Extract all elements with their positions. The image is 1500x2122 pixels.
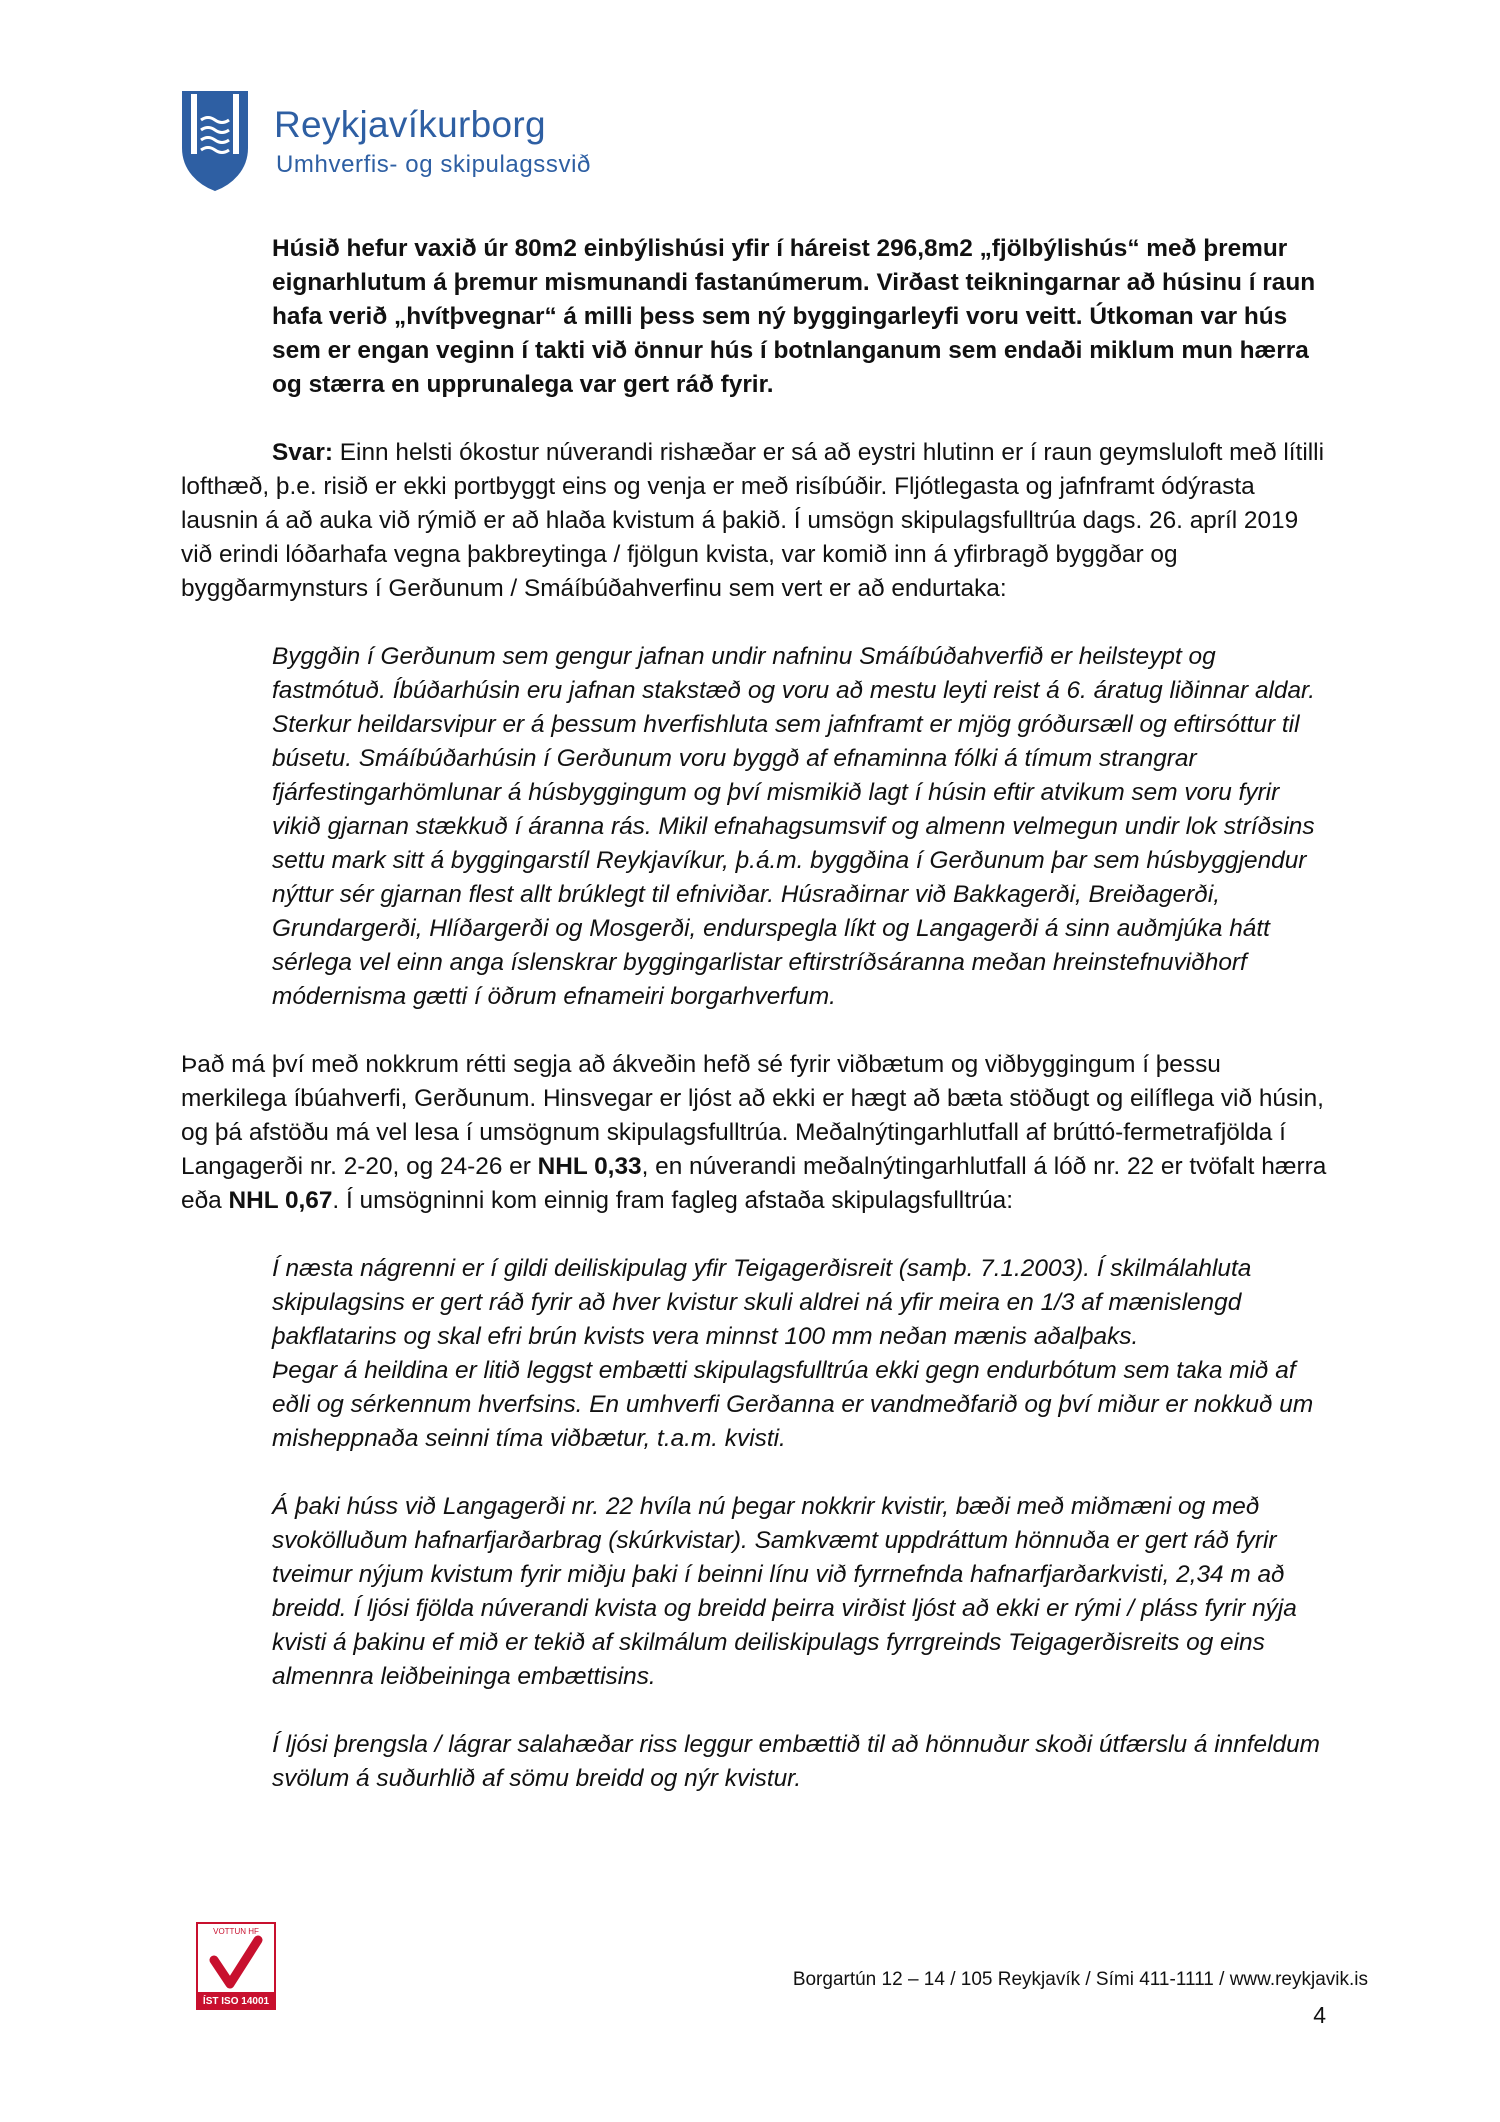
document-body bbox=[181, 232, 1331, 1796]
quote-paragraph-3: Á þaki húss við Langagerði nr. 22 hvíla nú þegar nokkrir kvistir, bæði með miðmæni og með svokölluðum hafnarfjarðarbrag (skúrkvistar). Samkvæmt uppdráttum hönnuða er gert ráð fyrir tveimur nýjum kvistum fyrir miðju þaki í beinni línu við fyrrnefnda hafnarfjarðarkvisti, 2,34 m að breidd. Í ljósi fjölda núverandi kvista og breidd þeirra virðist ljóst að ekki er rými / pláss fyrir nýja kvisti á þakinu ef mið er tekið af skilmálum deiliskipulags fyrrgreinds Teigagerðisreits og eins almennra leiðbeininga embættisins. bbox=[272, 1493, 1297, 1690]
nhl-value-2: NHL 0,67 bbox=[228, 1187, 333, 1214]
quote-paragraph-1: Byggðin í Gerðunum sem gengur jafnan undir nafninu Smáíbúðahverfið er heilsteypt og fastmótuð. Íbúðarhúsin eru jafnan stakstæð og voru að mestu leyti reist á 6. áratug liðinnar aldar. Sterkur heildarsvipur er á þessum hverfishluta sem jafnframt er mjög gróðursæll og eftirsóttur til búsetu. Smáíbúðarhúsin í Gerðunum voru byggð af efnaminna fólki á tímum strangrar fjárfestingarhömlunar á húsbyggingum og því mismikið lagt í húsin eftir atvikum sem voru fyrir vikið gjarnan stækkuð í áranna rás. Mikil efnahagsumsvif og almenn velmegun undir lok stríðsins settu mark sitt á byggingarstíl Reykjavíkur, þ.á.m. byggðina í Gerðunum þar sem húsbyggjendur nýttur sér gjarnan flest allt brúklegt til efniviðar. Húsraðirnar við Bakkagerði, Breiðagerði, Grundargerði, Hlíðargerði og Mosgerði, endurspegla líkt og Langagerði á sinn auðmjúka hátt sérlega vel einn anga íslenskrar byggingarlistar eftirstríðsáranna meðan hreinstefnuviðhorf módernisma gætti í öðrum efnameiri borgarhverfum. bbox=[272, 643, 1316, 1010]
body2-part2: , en núverandi meðalnýtingarhlutfall á lóð nr. 22 er tvöfalt hærra eða bbox=[181, 1153, 1327, 1214]
answer-paragraph bbox=[181, 436, 1331, 606]
cert-top-text: VOTTUN HF bbox=[213, 1927, 259, 1936]
intro-paragraph: Húsið hefur vaxið úr 80m2 einbýlishúsi yfir í háreist 296,8m2 „fjölbýlishús“ með þremur eignarhlutum á þremur mismunandi fastanúmerum. Virðast teikningarnar að húsinu í raun hafa verið „hvítþvegnar“ á milli þess sem ný byggingarleyfi voru veitt. Útkoman var hús sem er engan veginn í takti við önnur hús í botnlanganum sem endaði miklum mun hærra og stærra en upprunalega var gert ráð fyrir. bbox=[272, 235, 1316, 398]
nhl-value-1: NHL 0,33 bbox=[537, 1153, 642, 1180]
org-name: Reykjavíkurborg bbox=[274, 104, 546, 145]
answer-text: Einn helsti ókostur núverandi rishæðar er sá að eystri hlutinn er í raun geymsluloft með lítilli lofthæð, þ.e. risið er ekki portbyggt eins og venja er með risíbúðir. Fljótlegasta og jafnframt ódýrasta lausnin á að auka við rýmið er að hlaða kvistum á þakið. Í umsögn skipulagsfulltrúa dags. 26. apríl 2019 við erindi lóðarhafa vegna þakbreytinga / fjölgun kvista, var komið inn á yfirbragð byggðar og byggðarmynsturs í Gerðunum / Smáíbúðahverfinu sem vert er að endurtaka: bbox=[181, 439, 1325, 602]
answer-label: Svar: bbox=[272, 439, 334, 466]
body2-part3: . Í umsögninni kom einnig fram fagleg afstaða skipulagsfulltrúa: bbox=[332, 1187, 1014, 1214]
department-name: Umhverfis- og skipulagssvið bbox=[276, 151, 591, 178]
cert-bottom-text: ÍST ISO 14001 bbox=[202, 1996, 270, 2007]
iso-certification-logo bbox=[196, 1922, 276, 2010]
reykjavik-shield-icon bbox=[181, 90, 249, 192]
header-logo bbox=[181, 90, 611, 195]
quote-paragraph-4: Í ljósi þrengsla / lágrar salahæðar riss leggur embættið til að hönnuður skoði útfærslu á innfeldum svölum á suðurhlið af sömu breidd og nýr kvistur. bbox=[272, 1731, 1320, 1792]
quote-block-2 bbox=[181, 1252, 1331, 1456]
body-paragraph-2 bbox=[181, 1048, 1331, 1218]
body2-part1: Það má því með nokkrum rétti segja að ákveðin hefð sé fyrir viðbætum og viðbyggingum í þessu merkilega íbúahverfi, Gerðunum. Hinsvegar er ljóst að ekki er hægt að bæta stöðugt og eilíflega við húsin, og þá afstöðu má vel lesa í umsögnum skipulagsfulltrúa. Meðalnýtingarhlutfall af brúttó-fermetrafjölda í Langagerði nr. 2-20, og 24-26 er bbox=[181, 1051, 1324, 1180]
footer-address: Borgartún 12 – 14 / 105 Reykjavík / Sími 411-1111 / www.reykjavik.is bbox=[792, 1969, 1368, 1990]
page-number: 4 bbox=[1313, 2002, 1326, 2028]
quote-paragraph-2a: Í næsta nágrenni er í gildi deiliskipulag yfir Teigagerðisreit (samþ. 7.1.2003). Í skilmálahluta skipulagsins er gert ráð fyrir að hver kvistur skuli aldrei ná yfir meira en 1/3 af mænislengd þakflatarins og skal efri brún kvists vera minnst 100 mm neðan mænis aðalþaks. bbox=[272, 1255, 1252, 1350]
quote-paragraph-2b: Þegar á heildina er litið leggst embætti skipulagsfulltrúa ekki gegn endurbótum sem taka mið af eðli og sérkennum hverfsins. En umhverfi Gerðanna er vandmeðfarið og því miður er nokkuð um misheppnaða seinni tíma viðbætur, t.a.m. kvisti. bbox=[272, 1357, 1314, 1452]
